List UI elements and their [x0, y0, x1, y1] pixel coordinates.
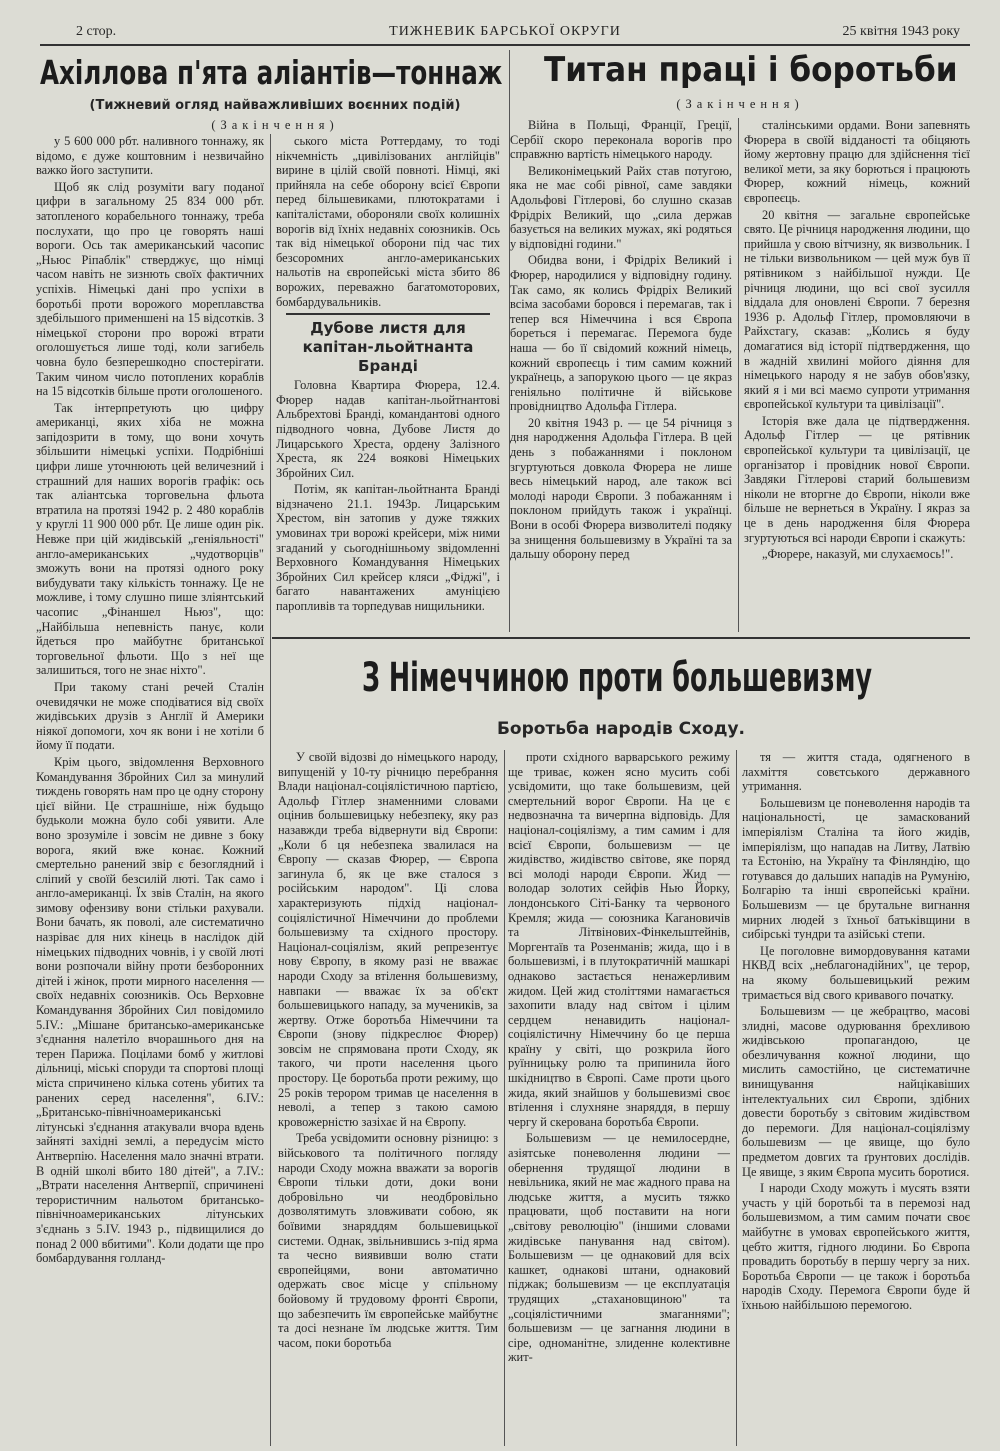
article3-paragraph: проти східного варварського режиму ще триває, кожен ясно мусить собі усвідомити, що таке большевизм, цей смертельний ворог Європи. На це є недвозначна та вичерпна відповідь. Для націонал-соціялізму, а тим самим і для всієї Європи, большевизм — це жидівство, жидівство світове, яке поряд всі молоді народи Європи. Жид — володар золотих сейфів Нью Йорку, лондонського Сіті-Банку та червоного Кремля; жида — союзника Кагановичів та Літвінових-Фінкельштейнів, Моргентаїв та Розенманів; жида, що і в большевизмі, і в плутократичній машкарі однаково застається ненажерливим жидом. Цей жид століттями намагається захопити владу над світом і цілим сердцем ненавидить націонал-соціялістичну Німеччину бо це перша країну у світі, що розкрила його руїнницьку ролю та припинила його шкідництво в Європі. Саме проти цього жида, який знайшов у большевизмі своє втілення і слухняне знаряддя, в першу чергу й скерована боротьба Європи.: [508, 750, 730, 1129]
article3-column-1: [278, 750, 498, 1446]
article1-paragraph: у 5 600 000 рбт. наливного тоннажу, як відомо, є дуже коштовним і незвичайно важко його заступити.: [36, 134, 264, 178]
column-divider: [270, 134, 271, 1446]
article1-column-1: [36, 134, 264, 1446]
article2-paragraph: „Фюрере, наказуй, ми слухаємось!".: [762, 547, 954, 562]
article3-paragraph: Большевизм — це жебрацтво, масові злидні, масове одурювання брехливою жидівською пропагандою, це обезличування кожної людини, що мислить самостійно, це систематичне винищування найцікавіших інтелектуальних сил Європи, здібних довести боротьбу з світовим жидівством до перемоги. Для націонал-соціялізму большевизм — це явище, що було предметом довгих та ґрунтових дослідів. Це явище, з яким Європа мусить боротися.: [742, 1004, 970, 1179]
article1-paragraph: Крім цього, звідомлення Верховного Командування Збройних Сил за минулий тиждень говорять нам про це одну сторону цієї війни. Це страшніше, ніж будьщо будьколи можна було собі уявити. Але воно зрозуміле і зовсім не дивне з боку ворога, який вже конає. Кожний смертельно ранений звір є безоглядний і сліпий у своїй безсилій люті. Так само і англо-американці. Їх звів Сталін, на якого зимову офензиву вони стільки рахували. Вони бачать, як поволі, але систематично назріває для них кінець в наслідок дій німецьких підводних човнів, і у своїй люті вони розпочали війну проти безборонних дітей і жінок, проти мирного населення — своїх недавніх союзників. Ось Верховне Командування Збройних Сил повідомило 5.IV.: „Мішане британсько-американське з'єднання налетіло вчорашнього дня на терен Парижа. Поцілами бомб у житлові дільниці, міські споруди та спортові площі міста спричинено кілька сотень убитих та ранених серед населення", 6.IV.: „Британсько-північноамериканські літунські з'єднання атакували вчора вдень зайняті західні землі, а передусім місто Антверпію. Населення мало значні втрати. В одній школі вбито 180 дітей", а 7.IV.: „Втрати населення Антверпії, спричинені терористичним нальотом британсько-північноамериканських літунських з'єднань з 5.IV. 1943 р., підвищилися до понад 2 000 вбитими". Коли додати ще про бомбардування голланд-: [36, 754, 264, 1266]
article1-column-2: [276, 134, 500, 632]
article2-paragraph: 20 квітня 1943 р. — це 54 річниця з дня народження Адольфа Гітлера. В цей день з побажаннями і поклоном згуртуються довкола Фюрера не лише весь німецький народ, але також всі молоді народи Європи. З побажанням і поклоном прийдуть також і українці. Вони в особі Фюрера визволителі подяку за знищення большевизму в Україні та за дальшу оборону перед: [510, 415, 732, 562]
article2-column-2: [744, 118, 970, 632]
column-divider: [738, 118, 739, 632]
article3-column-3: [742, 750, 970, 1446]
article3-paragraph: У своїй відозві до німецького народу, випущеній у 10-ту річницю перебрання Влади націонал-соціялістичною партією, Адольф Гітлер знаменними словами оцінив большевицьку небезпеку, яку раз назавжди треба відвернути від Європи: „Коли б ця небезпека звалилася на Європу — сказав Фюрер, — Європа загинула б, як це вже сталося з російським народом". Ці слова характеризують підхід націонал-соціялістичної Німеччини до проблеми большевизму та східного простору. Націонал-соціялізм, який репрезентує нову Європу, в якому разі не вважає народи Сходу за втілення большевизму, навпаки — вважає їх за об'єкт большевицького нападу, за мучеників, за жертву. Отже боротьба Німеччини та Європи (знову підкреслює Фюрер) зовсім не спрямована проти Сходу, як такого, чи проти населення цього простору. Це боротьба проти режиму, що 25 років терором тримав це населення в неволі, а тепер з такою самою кровожерністю зазіхає й на Європу.: [278, 750, 498, 1129]
article1-paragraph: Щоб як слід розуміти вагу поданої цифри в загальному 25 834 000 рбт. затопленого корабельного тоннажу, треба послухати, що про це говорять наші вороги. Ось так американський часопис „Ньюс Ріпаблік" стверджує, що німці часом навіть не зизнють своїх фактичних успіхів. Німецькі дані про успіхи в боротьбі проти ворожого мореплавства здебільшого применшені на 15 відсотків. З німецької сторони про ворожі втрати оголошується лише тоді, коли загибель човна було безперешкодно спостерігати. Таким чином число потоплених кораблів на 15 відсотків більше проти оголошеного.: [36, 179, 264, 399]
article3-paragraph: Це поголовне вимордовування катами НКВД всіх „неблагонадійних", це терор, на якому большевицький режим тримається від свого кривавого початку.: [742, 943, 970, 1002]
issue-date: 25 квітня 1943 року: [842, 24, 960, 39]
article1-title: Ахіллова п'ята аліантів—тоннаж: [40, 53, 503, 92]
article3-paragraph: Большевизм — це немилосердне, азіятське поневолення людини — обернення трудящої людини в невільника, який не має жадного права на людське життя, а мусить тяжко працювати, щоб поставити на ноги „світову революцію" (іншими словами жидівське панування над світом). Большевизм — це однаковий для всіх кашкет, однакові штани, однаковий піджак; большевизм — це експлуатація трудящих „стахановщиною" та „соціялістичними змаганнями"; большевизм — це загнання людини в сіре, одноманітне, злиденне колективне жит-: [508, 1131, 730, 1365]
column-divider: [504, 750, 505, 1446]
article1-paragraph: ського міста Роттердаму, то тоді нікчемність „цивілізованих англійців" вирине в цілій своїй повноті. Німці, які прийняла на себе оборону всієї Європи перед більшевиками, плютократами і капіталістами, обороняли своїх колишніх ворогів від їхніх недавніх союзників. Ось так від німецької оборони під час тих безсоромних англо-американських нальотів на європейські міста збито 86 ворожих, переважно багатомоторових, бомбардувальників.: [276, 134, 500, 309]
article3-column-2: [508, 750, 730, 1446]
page-number: 2 стор.: [76, 24, 117, 39]
box-paragraph: Головна Квартира Фюрера, 12.4. Фюрер надав капітан-льойтнантові Альбрехтові Бранді, командантові одного підводного човна, Дубове Листя до Лицарського Хреста, ордену Залізного Хреста, як 224 воякові Німецьких Збройних Сил.: [276, 378, 500, 480]
masthead: [40, 22, 970, 46]
article3-title: З Німеччиною проти большевизму: [362, 655, 873, 701]
article1-paragraph: Так інтерпретують цю цифру американці, яких хіба не можна запідозрити в тому, що вони хочуть збільшити німецькі успіхи. Подрібніші цифри лише уточнюють цей величезний і страшний для наших ворогів графік: ось так аліантська торговельна фльота втратила на протязі 1942 р. 2 480 кораблів у круглі 11 900 000 рбт. Це лише один рік. Невже при цій жидівській „геніяльності" англо-американських „чудотворців" зможуть вони на протязі одного року вибудувати таку кількість тоннажу. Це не можливе, і тому слушно пише зліянтський часопис „Фінаншел Ньюз", що: „Найбільша непевність панує, коли йдеться про майбутнє британської торговельної фльоти. Що з неї ще залишиться, того не знає ніхто".: [36, 400, 264, 678]
article3-paragraph: тя — життя стада, одягненого в лахміття совєтського державного утримання.: [742, 750, 970, 794]
section-divider: [272, 637, 970, 639]
article3-paragraph: Большевизм це поневолення народів та національності, це замаскований імперіялізм Сталіна та його жидів, імперіялізм, що нападав на Литву, Латвію та Естонію, на Україну та Фінляндію, що готувався до дальших нападів на Румунію, Болгарію та інші європейські країни. Большевизм — це брутальне вигнання мирних людей з їхньої батьківщини в сибірські тундри та азійські степи.: [742, 795, 970, 942]
article2-paragraph: Війна в Польщі, Франції, Греції, Сербії скоро переконала ворогів про справжню вартість німецького народу.: [510, 118, 732, 162]
article1-continued: (Закінчення): [211, 118, 339, 132]
article2-paragraph: Великонімецький Райх став потугою, яка не має собі рівної, саме завдяки Адольфові Гітлерові, бо слушно сказав Фрідріх Великий, що „сила держав базується на великих мужах, які родяться у відповідні години.": [510, 163, 732, 251]
column-divider: [736, 750, 737, 1446]
article2-continued: (Закінчення): [676, 97, 804, 111]
article1-subtitle: (Тижневий огляд найважливіших воєнних подій): [89, 98, 461, 113]
masthead-title: ТИЖНЕВИК БАРСЬКОЇ ОКРУГИ: [389, 24, 621, 39]
article2-paragraph: сталінськими ордами. Вони запевнять Фюрера в своїй відданості та обіцяють йому жертовну працю для здійснення тієї великої мети, за яку борються і працюють Фюрер, кожний німець, кожний європеєць.: [744, 118, 970, 205]
box-rule: [286, 313, 490, 315]
box-title: Дубове листя для капітан-льойтнанта Бранді: [302, 319, 474, 376]
article3-paragraph: І народи Сходу можуть і мусять взяти участь у цій боротьбі та в перемозі над большевизмом, а тим самим почати своє майбутнє в умовах європейського життя, цебто життя, гідного людини. Бо Європа провадить боротьбу в першу чергу за них. Боротьба Європи — це також і боротьба народів Сходу. Перемога Європи буде й їхньою найбільшою перемогою.: [742, 1181, 970, 1312]
article3-paragraph: Треба усвідомити основну різницю: з військового та політичного погляду народи Сходу можна вважати за ворогів Європи тільки доти, доки вони добровільно чи неодбровільно дозволятимуть зловживати собою, як боївими знаряддям большевицької системи. Однак, звільнившись з-під ярма та чесно виявивши волю стати європейцями, вони автоматично одержать своє місце у спільному бойовому й трудовому фронті Європи, що забезпечить їм європейське майбутнє та досі незнане їм людське життя. Тим часом, поки боротьба: [278, 1131, 498, 1350]
box-paragraph: Потім, як капітан-льойтнанта Бранді відзначено 21.1. 1943р. Лицарським Хрестом, він затопив у дуже тяжких умовинах три ворожі крейсери, між ними згаданий у сьогоднішньому звідомленні Верховного Командування Німецьких Збройних Сил крейсер кляси „Фіджі", і багато навантажених амуніцією паропливів та торпедував нищильники.: [276, 482, 500, 614]
article3-subtitle: Боротьба народів Сходу.: [496, 719, 746, 739]
article2-title: Титан праці і боротьби: [544, 50, 958, 90]
article2-column-1: [510, 118, 732, 632]
article2-paragraph: 20 квітня — загальне європейське свято. Це річниця народження людини, що прийшла у свою вітчизну, як визвольник. І не тільки визвольником — цей муж був її рятівником з найбільшої нужди. Це річниця людини, що всі свої зусилля віддала для оновлені Європи. 7 березня 1936 р. Адольф Гітлер, промовляючи в Райхстагу, сказав: „Колись я буду домагатися від історії підтвердження, що в жадній хвилині мойого діяння для німецького народу я не забув обов'язку, який я і ми всі маємо супроти утримання європейської культури та цивілізації".: [744, 207, 970, 412]
article2-paragraph: Історія вже дала це підтвердження. Адольф Гітлер — це рятівник європейської культури та цивілізації, це організатор і провідник нової Європи. Завдяки Гітлерові старий большевизм ніколи не вторгне до Європи, ніколи вже більше не вернеться в Україну. І якраз за це в день народження біля Фюрера згуртуються всі народи Європи і скажуть:: [744, 413, 970, 545]
article1-paragraph: При такому стані речей Сталін очевидячки не може сподіватися від своїх жидівських друзів з Англії й Америки ніякої допомоги, хоч як вони і не хотіли б йому її подати.: [36, 679, 264, 753]
article2-paragraph: Обидва вони, і Фрідріх Великий і Фюрер, народилися у відповідну годину. Так само, як колись Фрідріх Великий всіма засобами боровся і перемагав, так і тепер вся Німеччина і вся Європа бореться і перемагає. Перемога буде наша — бо її свідомий кожний німець, кожний європеєць і тим самим кожний українець, а запорукою цього — це якраз геніяльно політичне й військове провідництво Адольфа Гітлера.: [510, 253, 732, 414]
